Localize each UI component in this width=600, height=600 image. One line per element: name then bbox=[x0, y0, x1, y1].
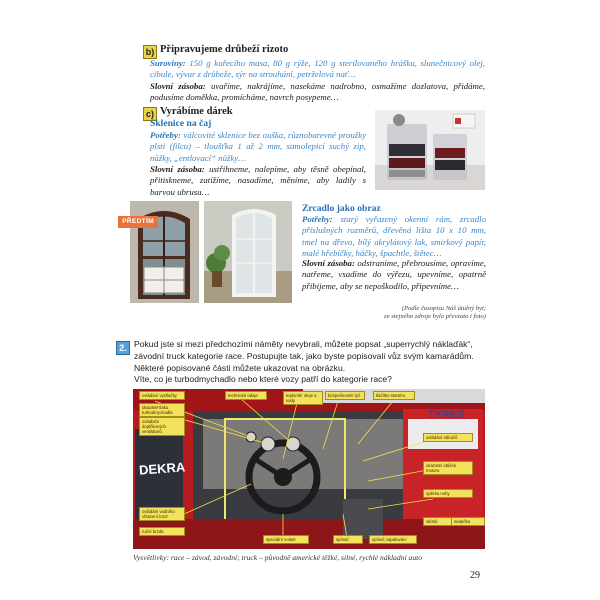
tag-oil-water-thermometer: teploměr oleje a vody bbox=[283, 391, 323, 405]
source-note bbox=[302, 305, 486, 321]
section-b-vocabulary bbox=[150, 81, 485, 104]
tag-switch: spínač bbox=[333, 535, 363, 544]
tag-wiper-control: ovládání stěračů bbox=[423, 433, 473, 442]
tag-steering-wheel: speciální volant bbox=[263, 535, 309, 544]
mirror-illustration bbox=[204, 201, 292, 303]
source-line-2: ze stejného zdroje bylo převzato i foto) bbox=[384, 313, 486, 320]
truck-cockpit-photo bbox=[133, 389, 485, 549]
mirror-supplies bbox=[302, 214, 486, 260]
mirror-vocabulary bbox=[302, 258, 486, 292]
footnote: Vysvětlivky: race – závod, závodní; truck – původně americké těžké, silné, rychlé nákladní auto bbox=[133, 553, 423, 562]
section-c-title: Vyrábíme dárek bbox=[160, 106, 233, 117]
section-c-badge: c) bbox=[143, 107, 157, 121]
suroviny-text: 150 g kuřecího masa, 80 g rýže, 120 g sterilovaného hrášku, slunečnicový olej, cibule, vývar z drůbeže, sýr na strouhání, petrželová nať… bbox=[150, 58, 485, 80]
tea-jar-title: Sklenice na čaj bbox=[150, 118, 212, 129]
zasoba-text: uvaříme, nakrájíme, nasekáme nadrobno, osmažíme dozlatova, přidáme, podusíme doměkka, promícháme, navrch posypeme… bbox=[150, 81, 486, 103]
tyres-sign: TYRES bbox=[428, 409, 465, 421]
tag-starter-button: tlačítko startéru bbox=[373, 391, 415, 400]
task-2-line-3: Některé popisované části můžete ukazovat na obrázku. bbox=[134, 362, 346, 373]
tea-jar-vocabulary bbox=[150, 164, 366, 198]
task-2-text bbox=[134, 339, 489, 386]
tea-potreby-label: Potřeby: bbox=[150, 130, 181, 140]
tag-safety-bar: bezpečnostní tyč bbox=[325, 391, 365, 400]
tea-zasoba-label: Slovní zásoba: bbox=[150, 164, 205, 174]
task-2-line-4: Víte, co je turbodmychadlo nebo které vozy patří do kategorie race? bbox=[134, 374, 392, 385]
task-2-badge: 2. bbox=[116, 341, 130, 355]
tea-zasoba-text: ustřihneme, nalepíme, aby těsně obepínal, přitiskneme, zatížíme, nasadíme, měníme, aby ladily s barvou ubrusu… bbox=[150, 164, 367, 197]
suroviny-label: Suroviny: bbox=[150, 58, 186, 68]
tag-wiper: stěrač bbox=[423, 517, 453, 526]
mirror-title: Zrcadlo jako obraz bbox=[302, 203, 381, 214]
zasoba-label: Slovní zásoba: bbox=[150, 81, 206, 91]
tag-seat: sedačka bbox=[451, 517, 485, 526]
mirror-potreby-text: starý vyřazený okenní rám, zrcadlo příslušných rozměrů, dřevěná lišta 10 x 10 mm, tmel na dřevo, bílý akrylátový lak, smirkový papír, malé hřebíčky, háčky, špachtle, štětec… bbox=[302, 214, 486, 259]
section-b-ingredients bbox=[150, 58, 485, 81]
mirror-potreby-label: Potřeby: bbox=[302, 214, 333, 224]
before-ribbon: PŘEDTÍM bbox=[118, 216, 158, 228]
tag-fan-controls: ovladače doplňkových ventilátorů bbox=[139, 417, 185, 436]
task-2-line-1: Pokud jste si mezi předchozími náměty nevybrali, můžete popsat „superrychlý náklaďák“, bbox=[134, 339, 473, 349]
tag-technical-data: technické údaje bbox=[225, 391, 267, 400]
mirror-after-photo bbox=[204, 201, 292, 303]
page-number: 29 bbox=[470, 570, 480, 581]
tag-foot-rest: opěrka nohy bbox=[423, 489, 473, 498]
tea-jar-supplies bbox=[150, 130, 366, 164]
mirror-zasoba-label: Slovní zásoba: bbox=[302, 258, 355, 268]
tag-brake-cooling: ovládání vodního chlazení brzd bbox=[139, 507, 185, 521]
tea-jar-photo bbox=[375, 110, 485, 190]
section-b-badge: b) bbox=[143, 45, 157, 59]
tag-turbo-pressure: ukazatel tlaku turbodmychadla bbox=[139, 403, 185, 417]
source-line-1: (Podle časopisu Náš útulný byt; bbox=[401, 305, 486, 312]
mirror-zasoba-text: odstraníme, přebrousíme, opravíme, natřeme, vsadíme do výřezu, upevníme, opatrně přibijeme, aby se nepoškodilo, připevníme… bbox=[302, 258, 487, 291]
tea-potreby-text: válcovité sklenice bez ouška, různobarevné proužky plsti (filcu) – tloušťka 1 až 2 mm, samolepicí suchý zip, nůžky, „entlovací“ nůžky… bbox=[150, 130, 367, 163]
dekra-logo: DEKRA bbox=[138, 459, 186, 478]
tag-radio-control: ovládání vysílačky bbox=[139, 391, 185, 400]
tag-hand-brake: ruční brzda bbox=[139, 527, 185, 536]
tag-ignition: spínač zapalování bbox=[369, 535, 417, 544]
task-2-line-2: závodní truck kategorie race. Postupujte tak, jako byste popisovali vůz svým kamarádům. bbox=[134, 350, 474, 361]
tag-rpm-gauge: ukazatel otáček motoru bbox=[423, 461, 473, 475]
tea-jar-illustration bbox=[375, 110, 485, 190]
section-b-title: Připravujeme drůbeží rizoto bbox=[160, 44, 289, 55]
